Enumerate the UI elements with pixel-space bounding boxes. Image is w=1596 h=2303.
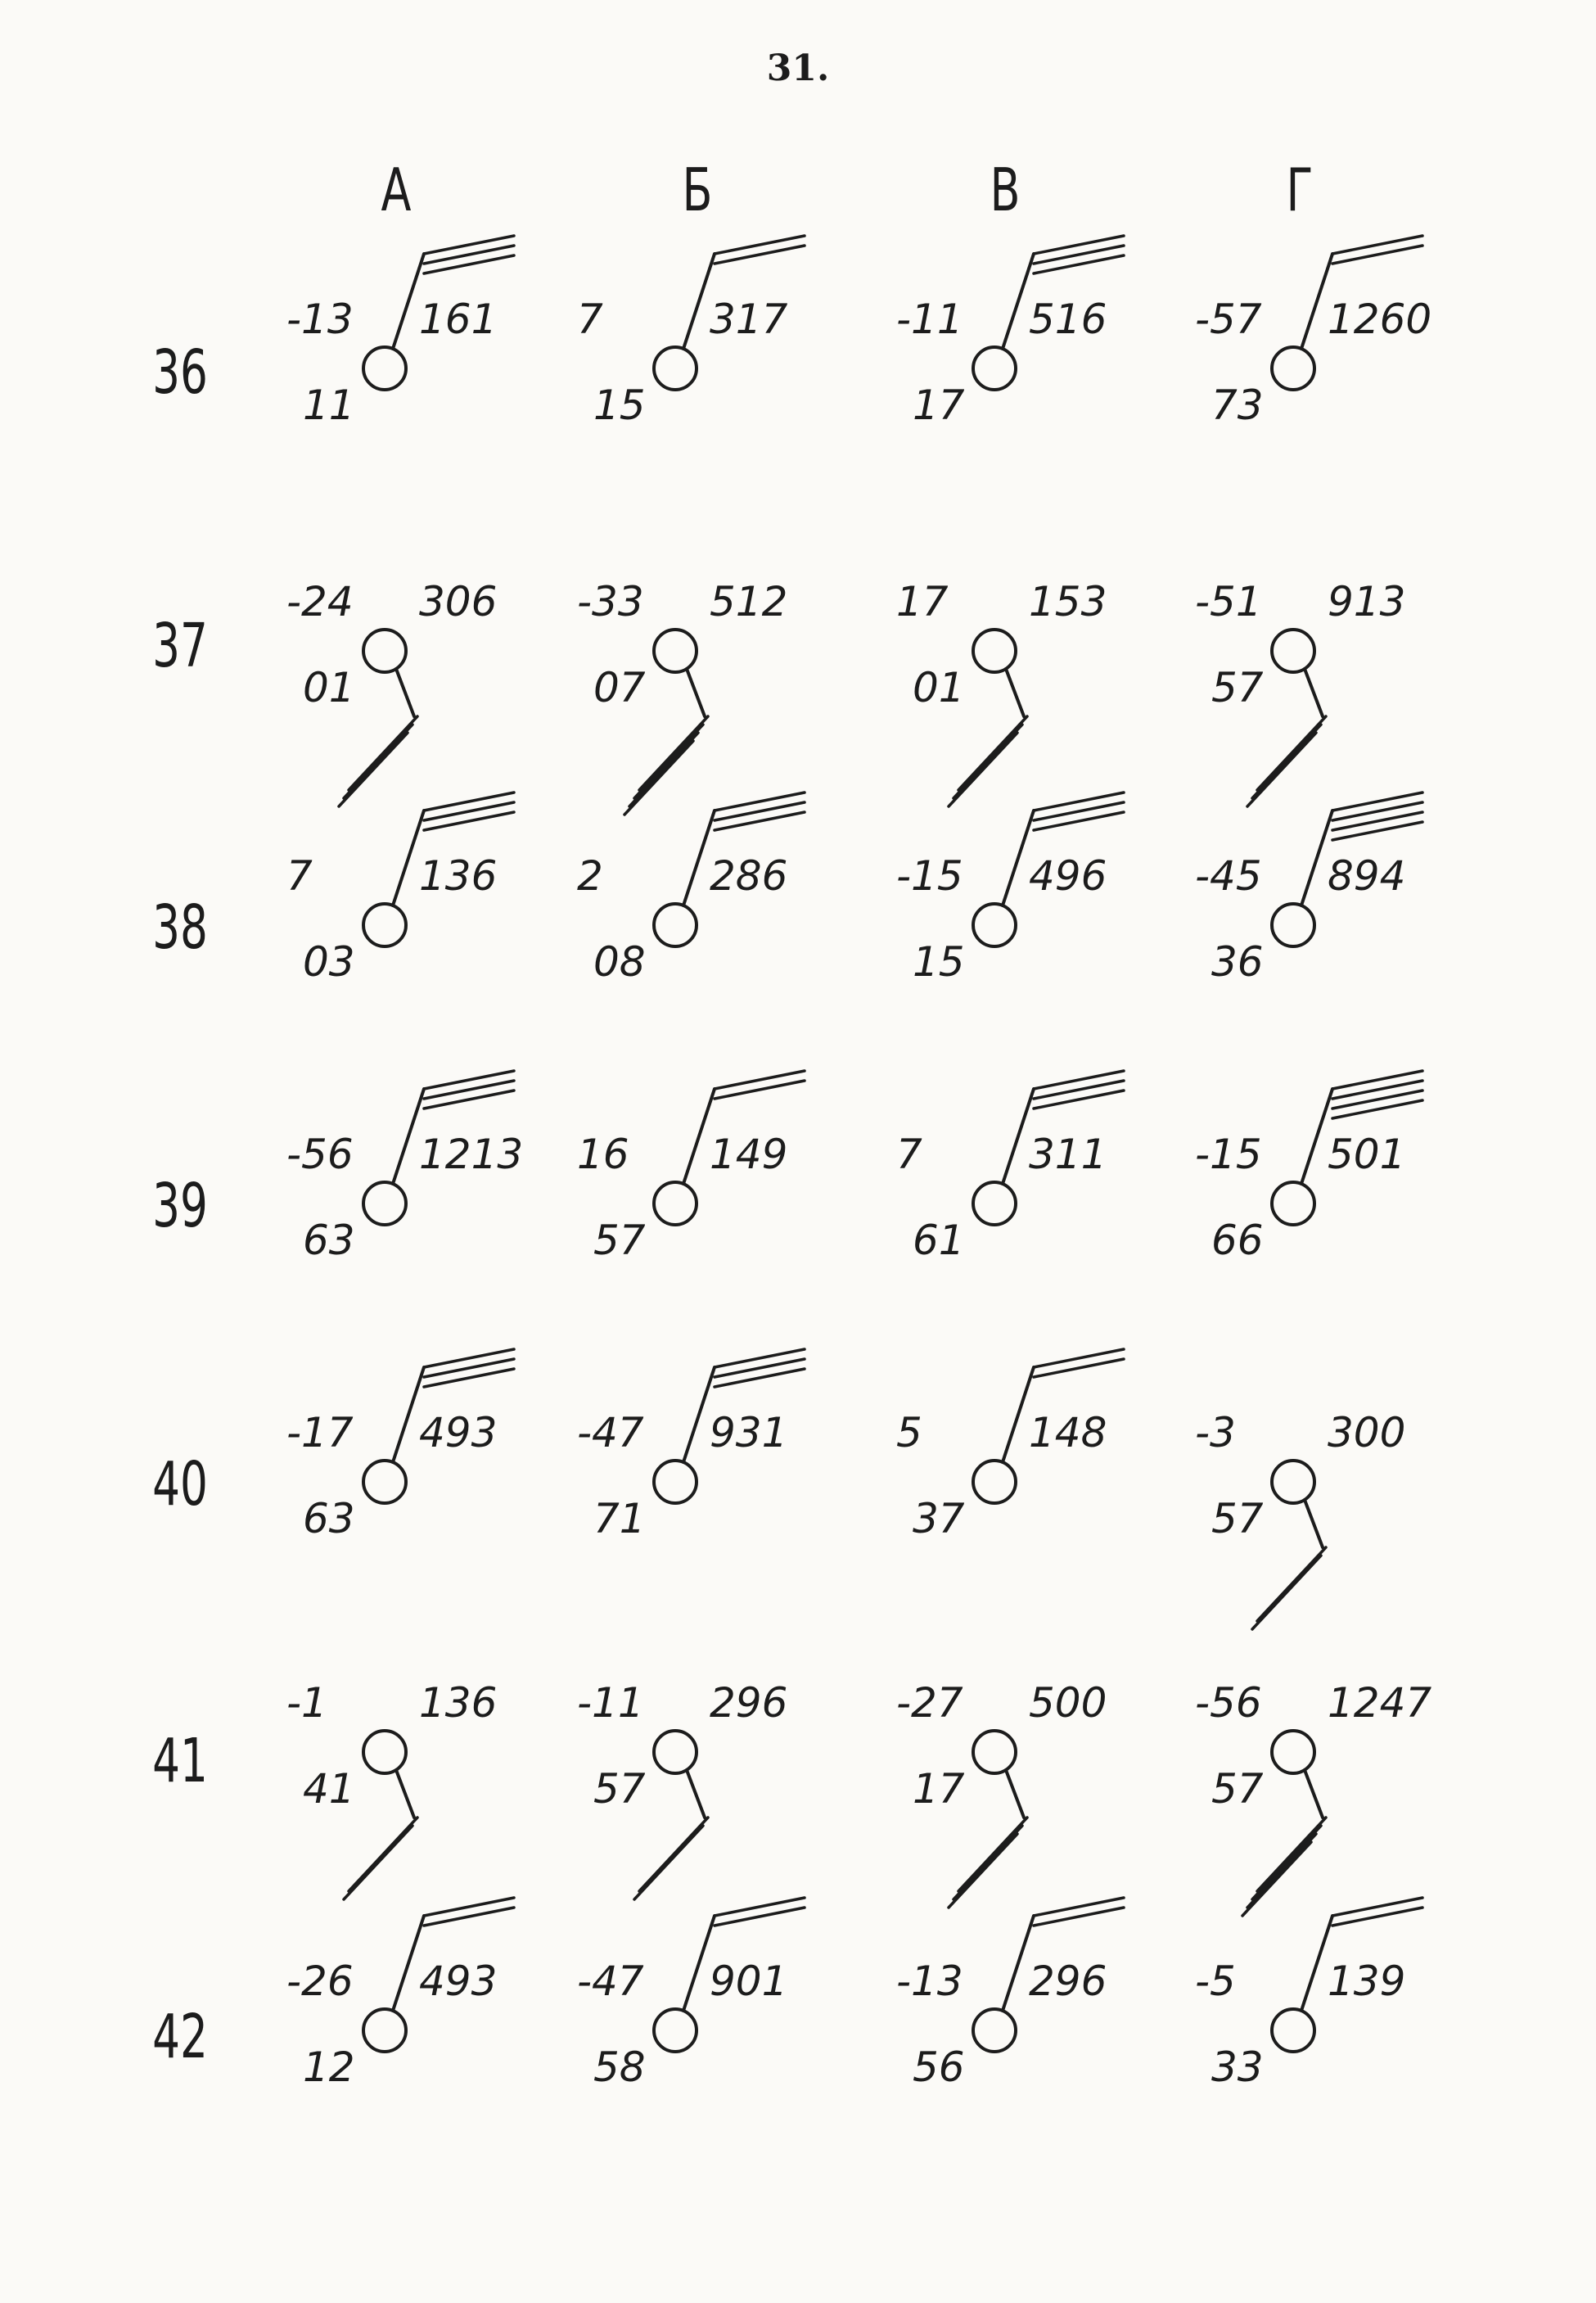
- dewpoint-label: 17: [913, 382, 965, 429]
- wind-barb: [715, 812, 805, 830]
- wind-barb: [1242, 1842, 1311, 1916]
- wind-shaft: [1003, 254, 1034, 349]
- pressure-label: 501: [1328, 1131, 1406, 1178]
- wind-barb: [424, 246, 514, 264]
- wind-barb: [1332, 822, 1422, 840]
- temperature-label: -47: [577, 1409, 644, 1456]
- wind-barb: [715, 236, 805, 254]
- wind-shaft: [393, 1089, 424, 1184]
- wind-barb: [424, 1359, 514, 1377]
- column-header-g: Г: [1286, 156, 1314, 224]
- station-circle: [1272, 347, 1314, 390]
- dewpoint-label: 11: [303, 382, 355, 429]
- wind-barb: [1252, 1826, 1321, 1899]
- pressure-label: 1247: [1328, 1679, 1432, 1727]
- dewpoint-label: 61: [913, 1217, 965, 1264]
- temperature-label: -26: [286, 1958, 354, 2005]
- pressure-label: 286: [710, 852, 788, 900]
- wind-barb: [1034, 1081, 1124, 1099]
- temperature-label: 16: [577, 1131, 629, 1178]
- pressure-label: 153: [1029, 578, 1107, 625]
- wind-barb: [958, 1818, 1027, 1891]
- station-circle: [363, 347, 406, 390]
- pressure-label: 516: [1029, 296, 1107, 343]
- wind-barb: [1034, 1091, 1124, 1109]
- wind-barb: [424, 802, 514, 820]
- temperature-label: 7: [577, 296, 603, 343]
- temperature-label: 7: [286, 852, 313, 900]
- station-circle: [1272, 2009, 1314, 2052]
- dewpoint-label: 57: [1211, 664, 1264, 711]
- wind-barb: [715, 1081, 805, 1099]
- wind-shaft: [687, 669, 705, 716]
- station-circle: [654, 904, 697, 946]
- dewpoint-label: 17: [913, 1765, 965, 1813]
- wind-shaft: [1006, 1770, 1024, 1818]
- wind-barb: [339, 733, 408, 806]
- wind-shaft: [1305, 1770, 1323, 1818]
- row-label-39: 39: [152, 1171, 208, 1241]
- wind-barb: [1332, 1091, 1422, 1109]
- station-circle: [363, 1461, 406, 1503]
- wind-shaft: [393, 1916, 424, 2011]
- wind-barb: [1332, 1100, 1422, 1118]
- wind-barb: [715, 1908, 805, 1926]
- wind-barb: [1252, 1556, 1321, 1629]
- row-label-37: 37: [152, 611, 208, 681]
- pressure-label: 136: [419, 1679, 498, 1727]
- wind-barb: [424, 1369, 514, 1387]
- temperature-label: -45: [1195, 852, 1262, 900]
- row-label-38: 38: [152, 892, 208, 963]
- wind-barb: [424, 1908, 514, 1926]
- temperature-label: -33: [577, 578, 644, 625]
- dewpoint-label: 57: [593, 1217, 646, 1264]
- temperature-label: -47: [577, 1958, 644, 2005]
- wind-barb: [349, 1818, 417, 1891]
- temperature-label: 5: [896, 1409, 922, 1456]
- temperature-label: 7: [896, 1131, 922, 1178]
- wind-shaft: [1003, 1916, 1034, 2011]
- dewpoint-label: 01: [913, 664, 965, 711]
- row-label-42: 42: [152, 2002, 208, 2072]
- temperature-label: -13: [896, 1958, 963, 2005]
- temperature-label: -5: [1195, 1958, 1236, 2005]
- wind-barb: [715, 793, 805, 811]
- dewpoint-label: 63: [303, 1495, 355, 1542]
- pressure-label: 148: [1029, 1409, 1107, 1456]
- wind-barb: [1034, 793, 1124, 811]
- pressure-label: 296: [710, 1679, 788, 1727]
- pressure-label: 306: [419, 578, 498, 625]
- temperature-label: -51: [1195, 578, 1262, 625]
- dewpoint-label: 12: [303, 2043, 355, 2091]
- temperature-label: 17: [896, 578, 949, 625]
- station-circle: [363, 2009, 406, 2052]
- temperature-label: -3: [1195, 1409, 1236, 1456]
- wind-barb: [424, 1071, 514, 1089]
- station-circle: [654, 1182, 697, 1225]
- wind-shaft: [1301, 254, 1332, 349]
- station-circle: [973, 1731, 1016, 1773]
- wind-barb: [715, 1071, 805, 1089]
- wind-barb: [344, 1826, 413, 1899]
- wind-barb: [1034, 246, 1124, 264]
- wind-barb: [1034, 802, 1124, 820]
- dewpoint-label: 08: [593, 938, 646, 986]
- wind-barb: [424, 812, 514, 830]
- wind-barb: [1034, 1908, 1124, 1926]
- wind-barb: [1332, 1898, 1422, 1916]
- wind-barb: [1034, 812, 1124, 830]
- wind-barb: [1257, 1547, 1326, 1621]
- station-circle: [654, 1731, 697, 1773]
- temperature-label: -56: [1195, 1679, 1262, 1727]
- wind-shaft: [683, 1367, 715, 1462]
- station-circle: [973, 1182, 1016, 1225]
- dewpoint-label: 15: [593, 382, 646, 429]
- temperature-label: -57: [1195, 296, 1262, 343]
- column-header-b: Б: [682, 156, 713, 224]
- dewpoint-label: 01: [303, 664, 355, 711]
- wind-barb: [1332, 812, 1422, 830]
- pressure-label: 296: [1029, 1958, 1107, 2005]
- wind-barb: [715, 1349, 805, 1367]
- station-circle: [973, 2009, 1016, 2052]
- row-label-36: 36: [152, 337, 208, 408]
- temperature-label: -17: [286, 1409, 354, 1456]
- dewpoint-label: 57: [1211, 1495, 1264, 1542]
- wind-barb: [949, 1834, 1017, 1908]
- temperature-label: -27: [896, 1679, 963, 1727]
- dewpoint-label: 57: [593, 1765, 646, 1813]
- wind-barb: [1034, 1898, 1124, 1916]
- pressure-label: 493: [419, 1409, 498, 1456]
- pressure-label: 500: [1029, 1679, 1107, 1727]
- wind-barb: [424, 793, 514, 811]
- wind-barb: [1034, 1359, 1124, 1377]
- station-circle: [654, 347, 697, 390]
- wind-barb: [715, 1359, 805, 1377]
- station-circle: [654, 630, 697, 672]
- station-circle: [363, 1731, 406, 1773]
- pressure-label: 139: [1328, 1958, 1406, 2005]
- station-circle: [363, 904, 406, 946]
- pressure-label: 300: [1328, 1409, 1406, 1456]
- wind-barb: [424, 255, 514, 273]
- wind-barb: [344, 725, 413, 798]
- wind-shaft: [396, 669, 414, 716]
- wind-barb: [1332, 236, 1422, 254]
- wind-barb: [1332, 802, 1422, 820]
- pressure-label: 901: [710, 1958, 788, 2005]
- pressure-label: 493: [419, 1958, 498, 2005]
- column-header-a: А: [381, 156, 412, 224]
- wind-barb: [424, 1091, 514, 1109]
- pressure-label: 913: [1328, 578, 1406, 625]
- wind-barb: [639, 716, 708, 790]
- wind-barb: [424, 1081, 514, 1099]
- wind-barb: [1332, 793, 1422, 811]
- wind-barb: [958, 716, 1027, 790]
- wind-barb: [1252, 725, 1321, 798]
- dewpoint-label: 15: [913, 938, 965, 986]
- dewpoint-label: 03: [303, 938, 355, 986]
- wind-barb: [715, 1369, 805, 1387]
- dewpoint-label: 66: [1211, 1217, 1264, 1264]
- wind-shaft: [1301, 1916, 1332, 2011]
- wind-barb: [1257, 716, 1326, 790]
- wind-shaft: [1305, 669, 1323, 716]
- station-circle: [1272, 630, 1314, 672]
- wind-barb: [715, 1898, 805, 1916]
- station-circle: [363, 630, 406, 672]
- wind-barb: [1034, 255, 1124, 273]
- dewpoint-label: 71: [593, 1495, 646, 1542]
- wind-shaft: [393, 811, 424, 905]
- station-circle: [1272, 1182, 1314, 1225]
- column-header-v: В: [990, 156, 1021, 224]
- wind-barb: [1247, 1834, 1316, 1908]
- wind-barb: [949, 733, 1017, 806]
- wind-shaft: [683, 1089, 715, 1184]
- dewpoint-label: 57: [1211, 1765, 1264, 1813]
- pressure-label: 317: [710, 296, 788, 343]
- page-number: 31.: [766, 47, 830, 89]
- temperature-label: -11: [577, 1679, 644, 1727]
- wind-barb: [954, 1826, 1022, 1899]
- temperature-label: -13: [286, 296, 354, 343]
- dewpoint-label: 56: [913, 2043, 965, 2091]
- temperature-label: -1: [286, 1679, 327, 1727]
- station-circle: [973, 630, 1016, 672]
- pressure-label: 1260: [1328, 296, 1432, 343]
- station-circle: [973, 347, 1016, 390]
- wind-barb: [624, 741, 693, 815]
- row-label-41: 41: [152, 1726, 208, 1796]
- wind-barb: [634, 725, 703, 798]
- temperature-label: 2: [577, 852, 603, 900]
- wind-shaft: [1305, 1500, 1323, 1547]
- row-label-40: 40: [152, 1449, 208, 1520]
- wind-shaft: [1003, 1089, 1034, 1184]
- pressure-label: 894: [1328, 852, 1406, 900]
- pressure-label: 512: [710, 578, 788, 625]
- wind-barb: [1034, 1071, 1124, 1089]
- pressure-label: 161: [419, 296, 498, 343]
- station-circle: [1272, 1461, 1314, 1503]
- wind-barb: [715, 802, 805, 820]
- wind-barb: [954, 725, 1022, 798]
- wind-barb: [634, 1826, 703, 1899]
- wind-shaft: [1301, 1089, 1332, 1184]
- wind-shaft: [393, 254, 424, 349]
- dewpoint-label: 41: [303, 1765, 355, 1813]
- pressure-label: 1213: [419, 1131, 524, 1178]
- wind-barb: [715, 246, 805, 264]
- station-circle: [973, 1461, 1016, 1503]
- wind-barb: [1332, 1908, 1422, 1926]
- wind-shaft: [683, 811, 715, 905]
- station-circle: [1272, 1731, 1314, 1773]
- wind-shaft: [396, 1770, 414, 1818]
- dewpoint-label: 73: [1211, 382, 1264, 429]
- wind-barb: [424, 236, 514, 254]
- temperature-label: -24: [286, 578, 354, 625]
- pressure-label: 149: [710, 1131, 788, 1178]
- wind-barb: [1257, 1818, 1326, 1891]
- wind-shaft: [1006, 669, 1024, 716]
- wind-shaft: [1003, 811, 1034, 905]
- wind-shaft: [683, 254, 715, 349]
- dewpoint-label: 36: [1211, 938, 1264, 986]
- dewpoint-label: 58: [593, 2043, 646, 2091]
- wind-shaft: [1301, 811, 1332, 905]
- pressure-label: 496: [1029, 852, 1107, 900]
- temperature-label: -15: [1195, 1131, 1262, 1178]
- wind-barb: [639, 1818, 708, 1891]
- wind-barb: [1332, 1071, 1422, 1089]
- temperature-label: -15: [896, 852, 963, 900]
- wind-barb: [629, 733, 698, 806]
- wind-shaft: [683, 1916, 715, 2011]
- temperature-label: -11: [896, 296, 963, 343]
- station-circle: [1272, 904, 1314, 946]
- dewpoint-label: 07: [593, 664, 646, 711]
- wind-barb: [424, 1349, 514, 1367]
- dewpoint-label: 33: [1211, 2043, 1264, 2091]
- wind-barb: [1332, 1081, 1422, 1099]
- wind-barb: [1332, 246, 1422, 264]
- wind-shaft: [393, 1367, 424, 1462]
- station-circle: [654, 1461, 697, 1503]
- dewpoint-label: 63: [303, 1217, 355, 1264]
- pressure-label: 311: [1029, 1131, 1107, 1178]
- pressure-label: 136: [419, 852, 498, 900]
- wind-barb: [1034, 1349, 1124, 1367]
- station-circle: [654, 2009, 697, 2052]
- wind-barb: [424, 1898, 514, 1916]
- wind-shaft: [687, 1770, 705, 1818]
- pressure-label: 931: [710, 1409, 788, 1456]
- station-circle: [363, 1182, 406, 1225]
- wind-barb: [349, 716, 417, 790]
- wind-barb: [1034, 236, 1124, 254]
- wind-shaft: [1003, 1367, 1034, 1462]
- wind-barb: [1247, 733, 1316, 806]
- temperature-label: -56: [286, 1131, 354, 1178]
- dewpoint-label: 37: [913, 1495, 965, 1542]
- station-circle: [973, 904, 1016, 946]
